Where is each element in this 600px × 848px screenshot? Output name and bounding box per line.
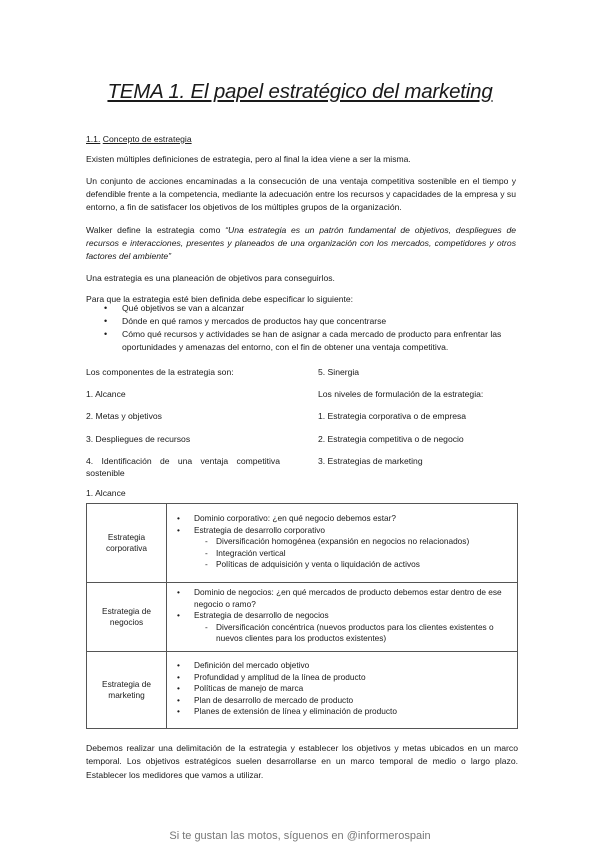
list-item: • Dominio de negocios: ¿en qué mercados de producto debemos estar dentro de ese negocio o ramo?	[167, 587, 511, 610]
list-item: • Definición del mercado objetivo	[167, 660, 511, 672]
level-item: 2. Estrategia competitiva o de negocio	[318, 433, 464, 444]
level-item: 3. Estrategias de marketing	[318, 455, 423, 466]
sub-list-item: - Políticas de adquisición y venta o liquidación de activos	[205, 559, 511, 571]
walker-quote: “Una estrategia es un patrón fundamental de objetivos, despliegues de recursos e interacciones, presentes y planeados de una organización con los mercados, competidores y otros factores del ambiente”	[86, 224, 516, 261]
levels-heading: Los niveles de formulación de la estrategia:	[318, 389, 484, 400]
planning-paragraph: Una estrategia es una planeación de objetivos para conseguirlos.	[86, 272, 335, 283]
component-item: 1. Alcance	[86, 389, 126, 400]
row-label: Estrategia corporativa	[87, 504, 167, 583]
list-item: • Profundidad y amplitud de la línea de producto	[167, 672, 511, 684]
alcance-label: 1. Alcance	[86, 488, 126, 498]
list-item: • Dominio corporativo: ¿en qué negocio debemos estar?	[167, 513, 511, 525]
list-item	[167, 610, 511, 645]
walker-paragraph	[86, 224, 516, 264]
sub-list-item: - Diversificación concéntrica (nuevos productos para los clientes existentes o nuevos clientes para los productos existentes)	[205, 622, 511, 645]
list-item: • Planes de extensión de línea y eliminación de producto	[167, 706, 511, 718]
sub-list-item: - Integración vertical	[205, 548, 511, 560]
component-item: 3. Despliegues de recursos	[86, 433, 191, 444]
page-title: TEMA 1. El papel estratégico del marketing	[107, 80, 493, 103]
list-item: • Dónde en qué ramos y mercados de productos hay que concentrarse	[86, 315, 518, 328]
strategy-table	[86, 503, 518, 729]
requirements-paragraph: Para que la estrategia esté bien definida debe especificar lo siguiente:	[86, 293, 354, 304]
row-label: Estrategia de marketing	[87, 652, 167, 729]
closing-paragraph: Debemos realizar una delimitación de la estrategia y establecer los objetivos y metas ubicados en un marco temporal. Los objetivos estratégicos suelen desarrollarse en un marco temporal de medio o largo plazo. Establecer los medidores que vamos a utilizar.	[86, 742, 518, 780]
list-item: • Políticas de manejo de marca	[167, 683, 511, 695]
list-item-text: Estrategia de desarrollo corporativo	[194, 524, 325, 535]
row-content	[167, 583, 518, 652]
component-item: 4. Identificación de una ventaja competitiva sostenible	[86, 455, 280, 479]
table-row	[87, 504, 518, 583]
sub-list-item: - Diversificación homogénea (expansión en negocios no relacionados)	[205, 536, 511, 548]
list-item: • Cómo qué recursos y actividades se han de asignar a cada mercado de producto para enfrentar las oportunidades y amenazas del entorno, con el fin de obtener una ventaja competitiva.	[86, 328, 518, 354]
list-item: • Qué objetivos se van a alcanzar	[86, 302, 518, 315]
level-item: 1. Estrategia corporativa o de empresa	[318, 411, 467, 422]
intro-paragraph: Existen múltiples definiciones de estrategia, pero al final la idea viene a ser la misma.	[86, 153, 411, 164]
list-item: • Plan de desarrollo de mercado de producto	[167, 695, 511, 707]
section-title: Concepto de estrategia	[102, 133, 192, 144]
components-column	[86, 366, 280, 490]
table-row	[87, 583, 518, 652]
footer-text: Si te gustan las motos, síguenos en @informerospain	[169, 830, 431, 842]
levels-column	[318, 366, 518, 477]
component-item-synergy: 5. Sinergia	[318, 367, 360, 377]
components-heading: Los componentes de la estrategia son:	[86, 367, 234, 377]
section-heading	[86, 133, 516, 146]
requirements-list	[86, 302, 518, 354]
table-row	[87, 652, 518, 729]
section-number: 1.1.	[86, 133, 101, 144]
definition-paragraph: Un conjunto de acciones encaminadas a la consecución de una ventaja competitiva sostenible en el tiempo y defendible frente a la competencia, mediante la adecuación entre los recursos y capacidades de la empresa y su entorno, a fin de satisfacer los objetivos de los múltiples grupos de la organización.	[86, 175, 516, 212]
row-content	[167, 504, 518, 583]
walker-lead: Walker define la estrategia como	[86, 224, 226, 235]
component-item: 2. Metas y objetivos	[86, 411, 162, 422]
row-content	[167, 652, 518, 729]
list-item-text: Estrategia de desarrollo de negocios	[194, 610, 329, 621]
row-label: Estrategia de negocios	[87, 583, 167, 652]
list-item	[167, 525, 511, 571]
